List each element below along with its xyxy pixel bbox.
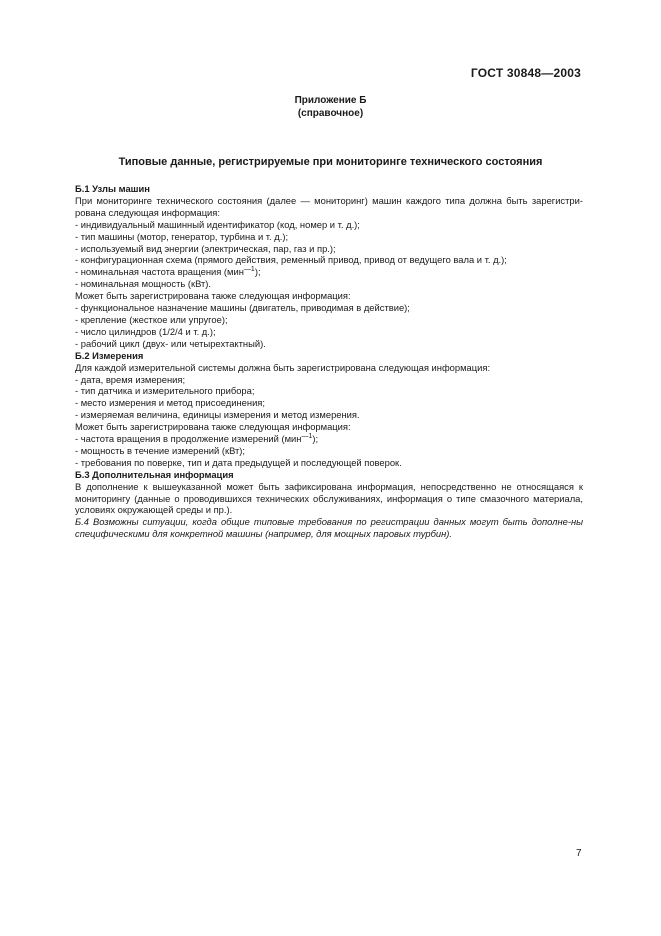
document-title: Типовые данные, регистрируемые при мониторинге технического состояния xyxy=(118,156,543,168)
section-b1-intro: При мониторинге технического состояния (далее — мониторинг) машин каждого типа должна быть зарегистри-рована следующая информация: xyxy=(75,194,583,218)
list-item: - дата, время измерения; xyxy=(75,373,186,385)
section-b2-heading: Б.2 Измерения xyxy=(75,349,144,361)
list-item: - тип датчика и измерительного прибора; xyxy=(75,385,255,397)
speed-end: ); xyxy=(254,266,261,278)
appendix-subtitle: (справочное) xyxy=(297,108,364,119)
section-b1-also: Может быть зарегистрирована также следующая информация: xyxy=(75,290,351,302)
speed-text: - номинальная частота вращения (мин xyxy=(75,266,244,278)
speed-text: - частота вращения в продолжение измерений (мин xyxy=(75,433,302,445)
list-item: - измеряемая величина, единицы измерения и метод измерения. xyxy=(75,409,360,421)
appendix-title: Приложение Б xyxy=(294,95,367,106)
list-item: - требования по поверке, тип и дата предыдущей и последующей поверок. xyxy=(75,456,402,468)
speed-exponent: —1 xyxy=(243,266,255,274)
list-item: - тип машины (мотор, генератор, турбина и т. д.); xyxy=(75,230,289,242)
list-item: - конфигурационная схема (прямого действия, ременный привод, привод от ведущего вала и т. д.); xyxy=(75,254,507,266)
speed-end: ); xyxy=(312,433,319,445)
section-b4-note: Б.4 Возможны ситуации, когда общие типовые требования по регистрации данных могут быть дополне-ны специфическими для конкретной машины (например, для мощных паровых турбин). xyxy=(75,516,583,540)
section-b3-heading: Б.3 Дополнительная информация xyxy=(75,468,234,480)
list-item: - мощность в течение измерений (кВт); xyxy=(75,444,246,456)
list-item: - используемый вид энергии (электрическая, пар, газ и пр.); xyxy=(75,242,336,254)
list-item-speed xyxy=(47,266,583,278)
list-item: - номинальная мощность (кВт). xyxy=(75,278,212,290)
page-number: 7 xyxy=(576,848,582,859)
section-b2-intro: Для каждой измерительной системы должна быть зарегистрирована следующая информация: xyxy=(75,361,491,373)
list-item: - место измерения и метод присоединения; xyxy=(75,397,265,409)
speed-exponent: —1 xyxy=(301,433,313,441)
list-item: - число цилиндров (1/2/4 и т. д.); xyxy=(75,325,216,337)
section-b1-heading: Б.1 Узлы машин xyxy=(75,183,150,194)
list-item: - индивидуальный машинный идентификатор (код, номер и т. д.); xyxy=(75,218,360,230)
document-body xyxy=(47,183,583,540)
page-header-standard: ГОСТ 30848—2003 xyxy=(470,66,581,80)
list-item: - рабочий цикл (двух- или четырехтактный). xyxy=(75,337,266,349)
section-b2-also: Может быть зарегистрирована также следующая информация: xyxy=(75,421,351,433)
list-item: - крепление (жесткое или упругое); xyxy=(75,313,228,325)
section-b3-text: В дополнение к вышеуказанной может быть зафиксирована информация, непосредственно не относящаяся к мониторингу (данные о проводившихся технических обслуживаниях, информация о типе смазочного материала, условиях окружающей среды и пр.). xyxy=(75,480,583,516)
list-item: - функциональное назначение машины (двигатель, приводимая в действие); xyxy=(75,302,410,314)
list-item-speed xyxy=(47,433,583,445)
appendix-heading xyxy=(0,94,661,120)
